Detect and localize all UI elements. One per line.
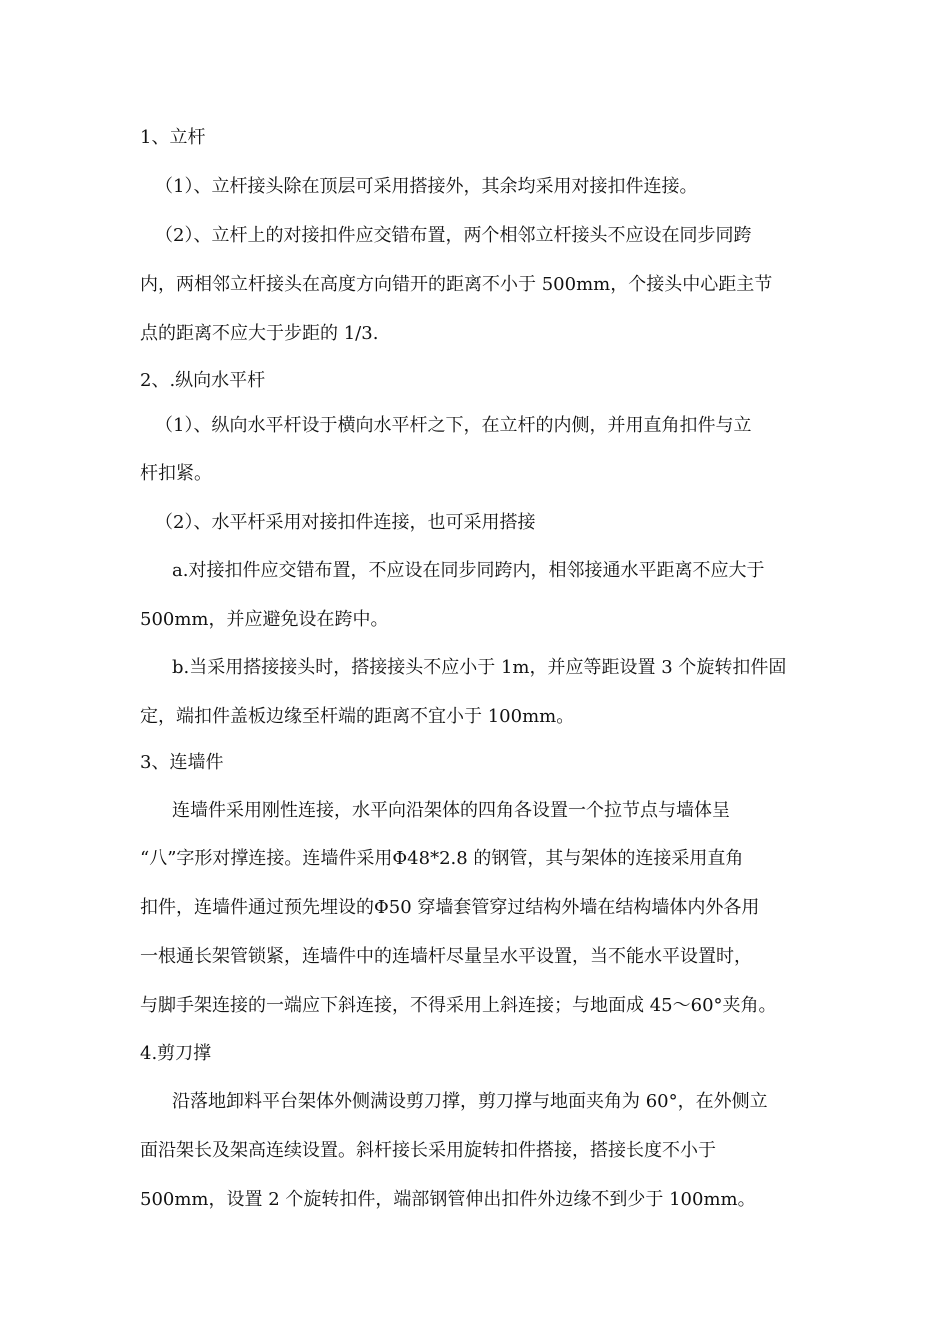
paragraph-line: b.当采用搭接接头时，搭接接头不应小于 1m，并应等距设置 3 个旋转扣件固 [172, 657, 787, 678]
paragraph-line: 一根通长架管锁紧，连墙件中的连墙杆尽量呈水平设置，当不能水平设置时， [140, 946, 752, 967]
paragraph-line: 点的距离不应大于步距的 1/3. [140, 323, 379, 344]
heading-3-wall-tie: 3、连墙件 [140, 752, 224, 773]
paragraph-line: 连墙件采用刚性连接，水平向沿架体的四角各设置一个拉节点与墙体呈 [172, 800, 730, 821]
paragraph-line: “八”字形对撑连接。连墙件采用Φ48*2.8 的钢管，其与架体的连接采用直角 [140, 848, 744, 869]
paragraph-line: （2）、水平杆采用对接扣件连接，也可采用搭接 [155, 512, 536, 533]
heading-2-longitudinal-bar: 2、.纵向水平杆 [140, 370, 266, 391]
paragraph-line: （1）、纵向水平杆设于横向水平杆之下，在立杆的内侧，并用直角扣件与立 [155, 415, 752, 436]
paragraph-line: 面沿架长及架高连续设置。斜杆接长采用旋转扣件搭接，搭接长度不小于 [140, 1140, 716, 1161]
paragraph-line: 500mm，设置 2 个旋转扣件，端部钢管伸出扣件外边缘不到少于 100mm。 [140, 1189, 756, 1210]
paragraph-line: 与脚手架连接的一端应下斜连接，不得采用上斜连接；与地面成 45～60°夹角。 [140, 995, 777, 1016]
paragraph-line: 定，端扣件盖板边缘至杆端的距离不宜小于 100mm。 [140, 706, 575, 727]
paragraph-line: 杆扣紧。 [140, 463, 212, 484]
paragraph-line: （2）、立杆上的对接扣件应交错布置，两个相邻立杆接头不应设在同步同跨 [155, 225, 752, 246]
paragraph-line: 扣件，连墙件通过预先埋设的Φ50 穿墙套管穿过结构外墙在结构墙体内外各用 [140, 897, 760, 918]
paragraph-line: 500mm，并应避免设在跨中。 [140, 609, 389, 630]
paragraph-line: （1）、立杆接头除在顶层可采用搭接外，其余均采用对接扣件连接。 [155, 176, 698, 197]
heading-4-scissor-brace: 4.剪刀撑 [140, 1043, 212, 1064]
paragraph-line: 内，两相邻立杆接头在高度方向错开的距离不小于 500mm，个接头中心距主节 [140, 274, 773, 295]
paragraph-line: 沿落地卸料平台架体外侧满设剪刀撑，剪刀撑与地面夹角为 60°，在外侧立 [172, 1091, 768, 1112]
heading-1-upright-pole: 1、立杆 [140, 127, 206, 148]
paragraph-line: a.对接扣件应交错布置，不应设在同步同跨内，相邻接通水平距离不应大于 [172, 560, 765, 581]
